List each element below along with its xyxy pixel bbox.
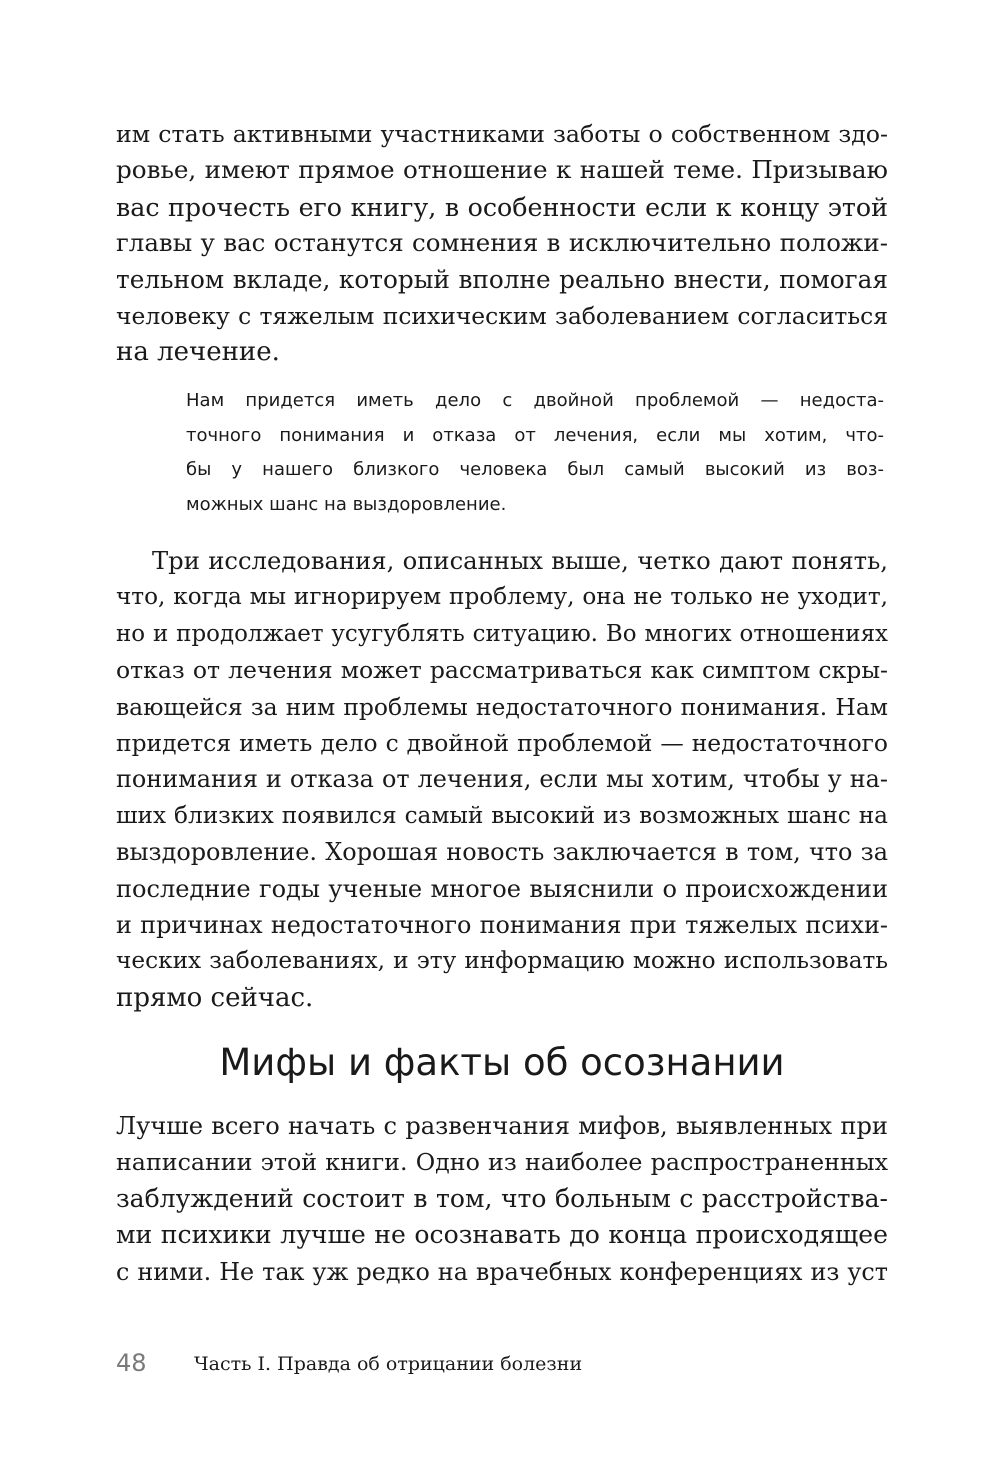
text-line: написании этой книги. Одно из наиболее распространенных — [116, 1148, 888, 1177]
text-line: прямо сейчас. — [116, 982, 314, 1013]
text-line: Лучше всего начать с развенчания мифов, выявленных при — [116, 1112, 888, 1140]
text-line: что, когда мы игнорируем проблему, она не только не уходит, — [116, 584, 888, 611]
text-line: тельном вкладе, который вполне реально внести, помогая — [116, 264, 888, 294]
pull-quote — [186, 384, 884, 522]
page-number: 48 — [116, 1349, 147, 1377]
intro-paragraph — [116, 116, 888, 371]
text-line: человеку с тяжелым психическим заболеванием согласиться — [116, 301, 888, 330]
text-line: вающейся за ним проблемы недостаточного понимания. Нам — [116, 692, 888, 721]
text-line: ровье, имеют прямое отношение к нашей теме. Призываю — [116, 155, 888, 185]
text-line: придется иметь дело с двойной проблемой — недостаточного — [116, 728, 888, 757]
quote-line: точного понимания и отказа от лечения, если мы хотим, что- — [186, 424, 884, 446]
text-line: отказ от лечения может рассматриваться как симптом скры- — [116, 656, 888, 685]
quote-line: можных шанс на выздоровление. — [186, 493, 507, 515]
text-line: на лечение. — [116, 337, 280, 368]
text-line: ческих заболеваниях, и эту информацию можно использовать — [116, 947, 888, 975]
section-heading: Мифы и факты об осознании — [219, 1041, 785, 1084]
text-line: последние годы ученые многое выяснили о происхождении — [116, 874, 888, 903]
text-line: понимания и отказа от лечения, если мы хотим, чтобы у на- — [116, 765, 888, 794]
text-line: Три исследования, описанных выше, четко дают понять, — [152, 546, 888, 575]
running-title: Часть I. Правда об отрицании болезни — [194, 1353, 583, 1375]
text-line: главы у вас останутся сомнения в исключительно положи- — [116, 228, 888, 258]
text-line: заблуждений состоит в том, что больным с расстройства- — [116, 1183, 888, 1213]
text-line: вас прочесть его книгу, в особенности если к концу этой — [116, 191, 888, 222]
text-line: ших близких появился самый высокий из возможных шанс на — [116, 801, 888, 829]
quote-line: бы у нашего близкого человека был самый высокий из воз- — [186, 459, 884, 481]
main-paragraph — [116, 543, 888, 1016]
page-footer — [116, 1346, 888, 1380]
text-line: и причинах недостаточного понимания при тяжелых психи- — [116, 910, 888, 939]
text-line: ми психики лучше не осознавать до конца происходящее — [116, 1220, 888, 1250]
quote-line: Нам придется иметь дело с двойной проблемой — недоста- — [186, 390, 884, 411]
text-line: с ними. Не так уж редко на врачебных конференциях из уст — [116, 1257, 888, 1286]
text-line: выздоровление. Хорошая новость заключается в том, что за — [116, 838, 888, 867]
text-line: им стать активными участниками заботы о собственном здо- — [116, 120, 888, 148]
text-line: но и продолжает усугублять ситуацию. Во многих отношениях — [116, 620, 888, 647]
section-paragraph — [116, 1108, 888, 1290]
